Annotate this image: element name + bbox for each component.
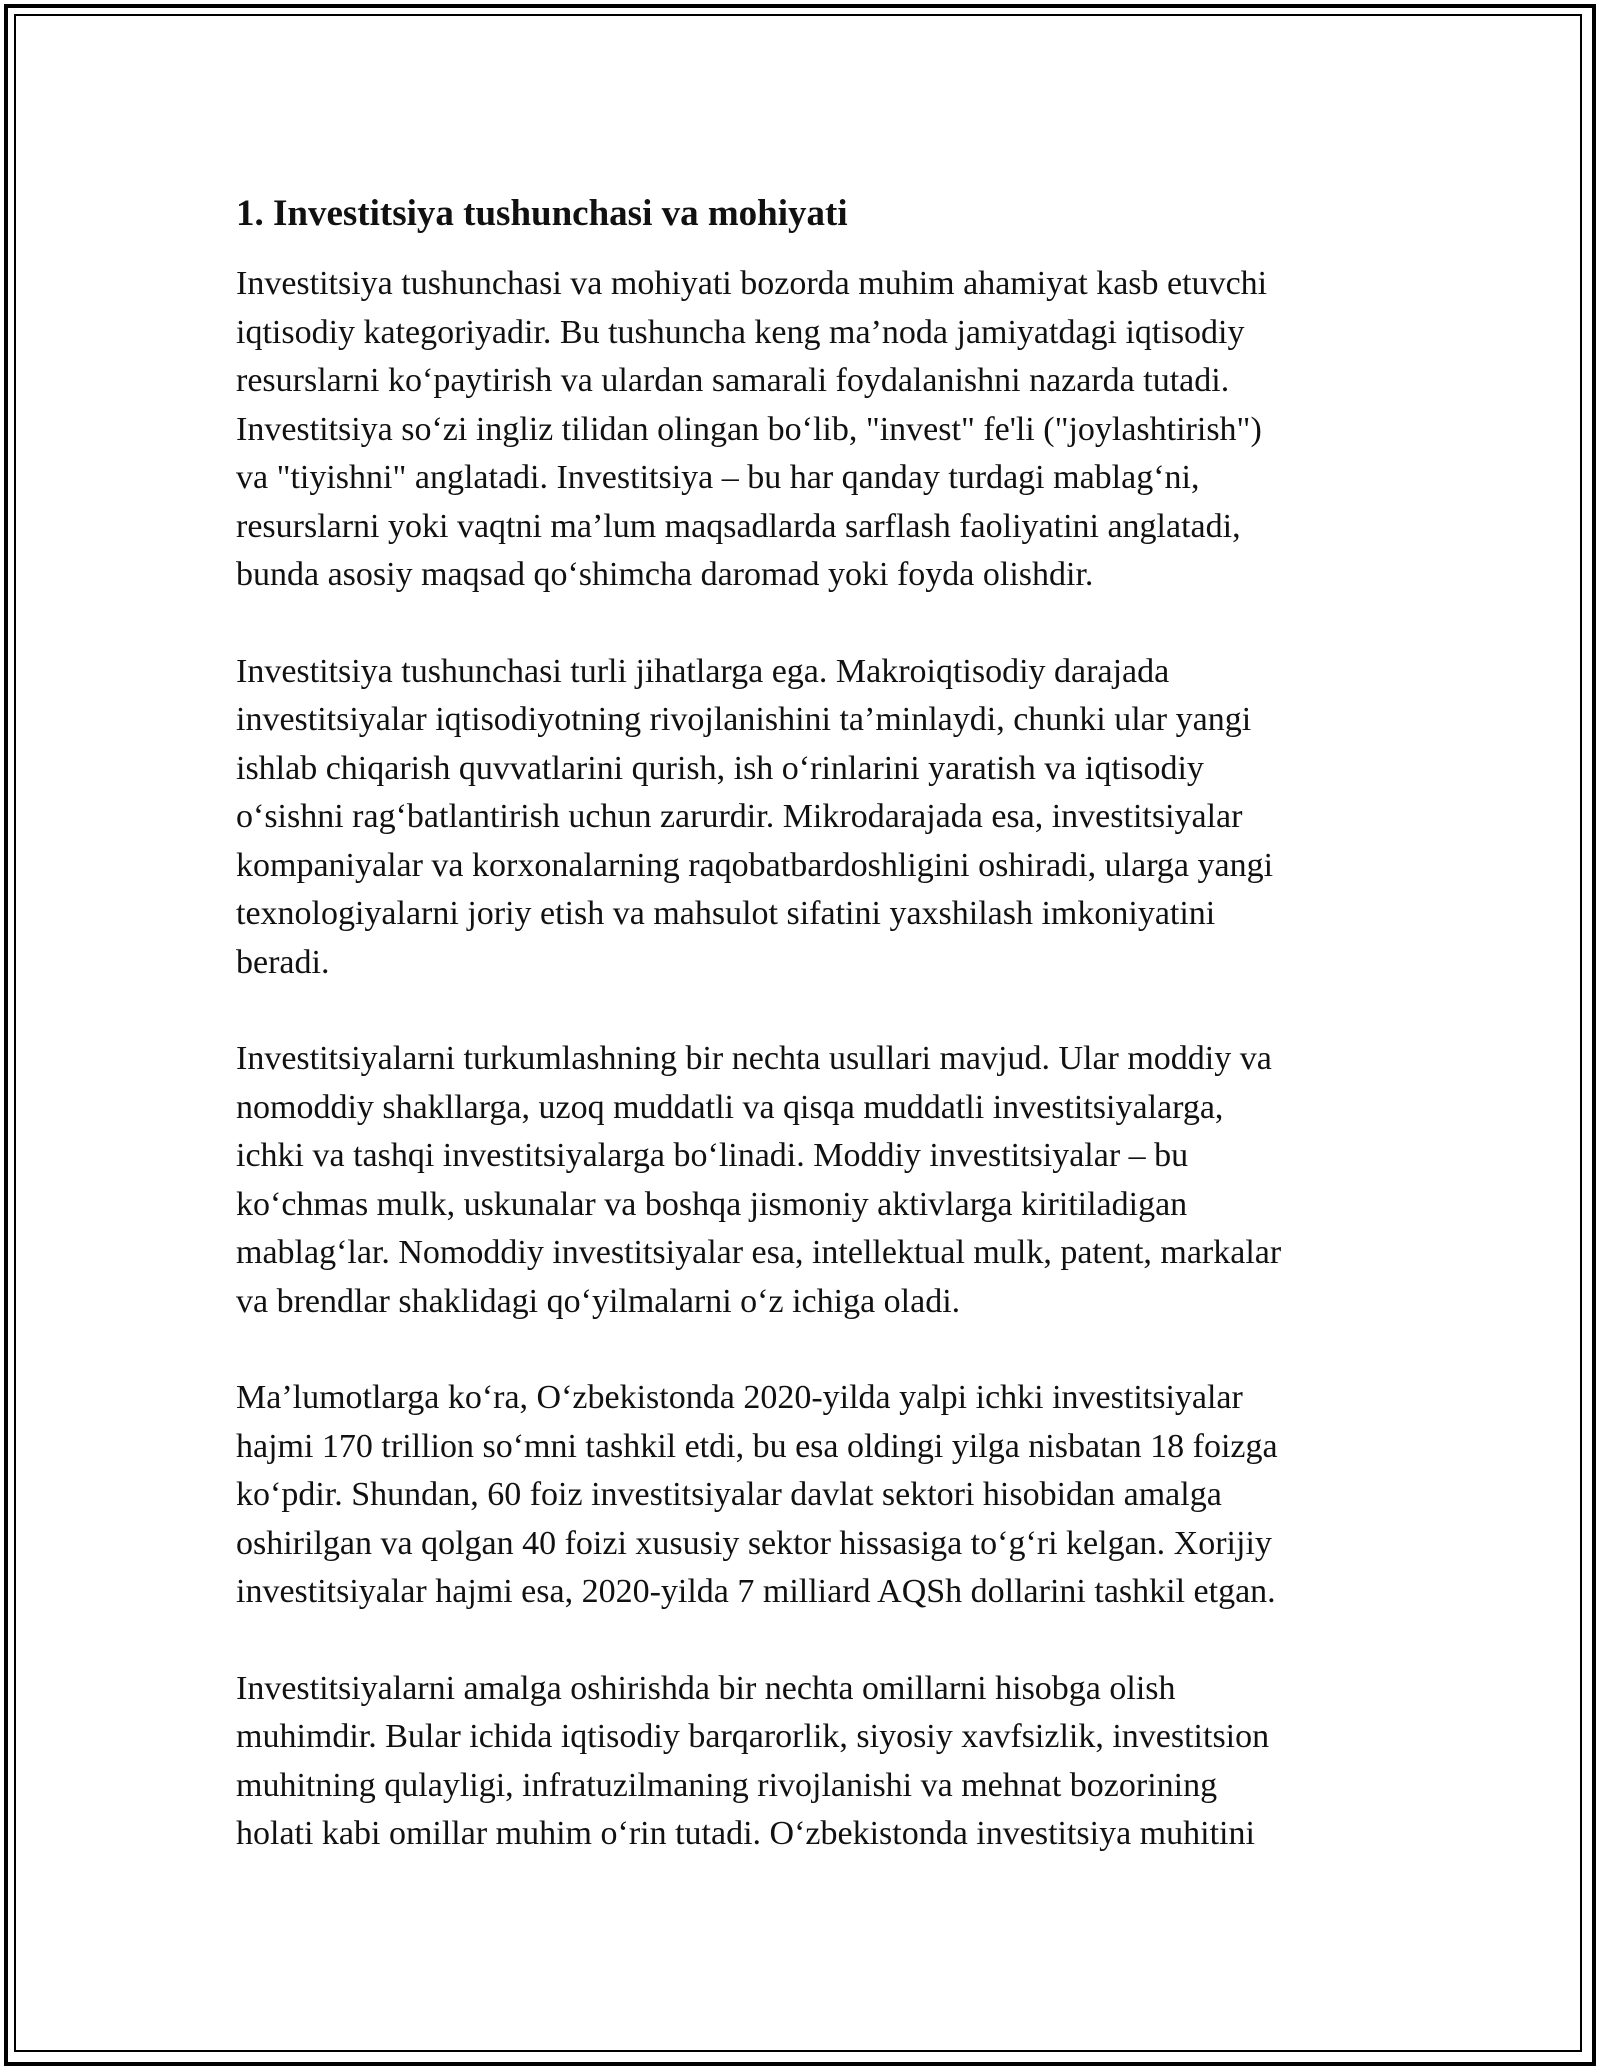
paragraph-list <box>236 260 1376 1859</box>
text-line: investitsiyalar hajmi esa, 2020-yilda 7 milliard AQSh dollarini tashkil etgan. <box>236 1573 1276 1610</box>
text-line: hajmi 170 trillion so‘mni tashkil etdi, bu esa oldingi yilga nisbatan 18 foizga <box>236 1427 1278 1465</box>
text-line: bunda asosiy maqsad qo‘shimcha daromad yoki foyda olishdir. <box>236 556 1094 593</box>
text-line: Investitsiya tushunchasi turli jihatlarga ega. Makroiqtisodiy darajada <box>236 652 1170 690</box>
text-line: va "tiyishni" anglatadi. Investitsiya – bu har qanday turdagi mablag‘ni, <box>236 459 1200 496</box>
text-line: resurslarni yoki vaqtni ma’lum maqsadlarda sarflash faoliyatini anglatadi, <box>236 507 1241 545</box>
paragraph <box>236 1665 1376 1859</box>
text-line: nomoddiy shakllarga, uzoq muddatli va qisqa muddatli investitsiyalarga, <box>236 1088 1224 1126</box>
text-line: holati kabi omillar muhim o‘rin tutadi. O‘zbekistonda investitsiya muhitini <box>236 1815 1255 1852</box>
text-line: kompaniyalar va korxonalarning raqobatbardoshligini oshiradi, ularga yangi <box>236 846 1274 884</box>
paragraph <box>236 1035 1376 1326</box>
text-line: o‘sishni rag‘batlantirish uchun zarurdir. Mikrodarajada esa, investitsiyalar <box>236 798 1243 835</box>
text-line: resurslarni ko‘paytirish va ulardan samarali foydalanishni nazarda tutadi. <box>236 362 1230 399</box>
text-line: texnologiyalarni joriy etish va mahsulot sifatini yaxshilash imkoniyatini <box>236 895 1216 932</box>
text-line: ichki va tashqi investitsiyalarga bo‘linadi. Moddiy investitsiyalar – bu <box>236 1137 1189 1174</box>
text-line: Investitsiyalarni amalga oshirishda bir nechta omillarni hisobga olish <box>236 1669 1176 1707</box>
text-line: ko‘chmas mulk, uskunalar va boshqa jismoniy aktivlarga kiritiladigan <box>236 1185 1188 1223</box>
text-line: mablag‘lar. Nomoddiy investitsiyalar esa, intellektual mulk, patent, markalar <box>236 1234 1282 1271</box>
text-line: Ma’lumotlarga ko‘ra, O‘zbekistonda 2020-yilda yalpi ichki investitsiyalar <box>236 1379 1243 1416</box>
paragraph <box>236 260 1376 600</box>
text-line: oshirilgan va qolgan 40 foizi xususiy sektor hissasiga to‘g‘ri kelgan. Xorijiy <box>236 1524 1272 1562</box>
text-line: ishlab chiqarish quvvatlarini qurish, ish o‘rinlarini yaratish va iqtisodiy <box>236 749 1204 787</box>
text-line: Investitsiya so‘zi ingliz tilidan olingan bo‘lib, "invest" fe'li ("joylashtirish") <box>236 410 1262 448</box>
section-heading: 1. Investitsiya tushunchasi va mohiyati <box>236 193 848 234</box>
text-line: va brendlar shaklidagi qo‘yilmalarni o‘z ichiga oladi. <box>236 1282 961 1320</box>
text-line: Investitsiya tushunchasi va mohiyati bozorda muhim ahamiyat kasb etuvchi <box>236 265 1268 302</box>
text-line: Investitsiyalarni turkumlashning bir nechta usullari mavjud. Ular moddiy va <box>236 1040 1272 1077</box>
text-line: muhimdir. Bular ichida iqtisodiy barqarorlik, siyosiy xavfsizlik, investitsion <box>236 1718 1270 1755</box>
text-line: ko‘pdir. Shundan, 60 foiz investitsiyalar davlat sektori hisobidan amalga <box>236 1476 1222 1513</box>
paragraph <box>236 648 1376 988</box>
text-line: investitsiyalar iqtisodiyotning rivojlanishini ta’minlaydi, chunki ular yangi <box>236 701 1252 738</box>
text-line: iqtisodiy kategoriyadir. Bu tushuncha keng ma’noda jamiyatdagi iqtisodiy <box>236 313 1245 351</box>
text-line: beradi. <box>236 943 330 981</box>
document-body <box>236 188 1376 1907</box>
text-line: muhitning qulayligi, infratuzilmaning rivojlanishi va mehnat bozorining <box>236 1766 1218 1804</box>
paragraph <box>236 1374 1376 1617</box>
